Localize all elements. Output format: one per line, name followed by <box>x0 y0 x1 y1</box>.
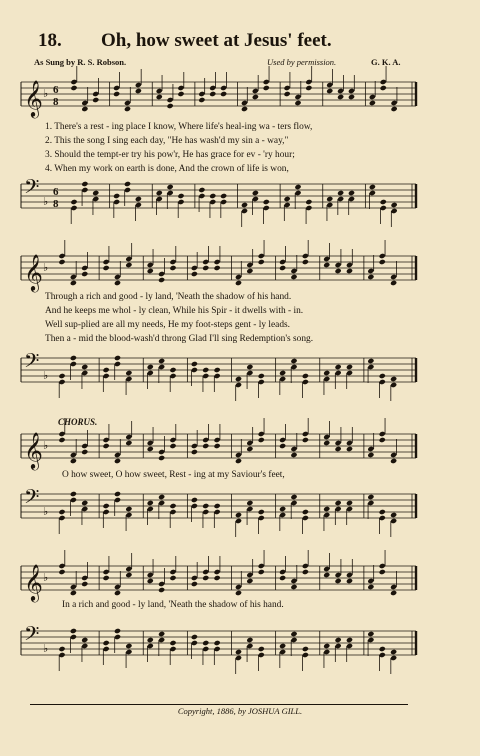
note-head <box>124 181 131 187</box>
flat-icon: ♭ <box>43 370 49 382</box>
note-head <box>367 452 374 458</box>
note-head <box>103 367 110 373</box>
flat-icon: ♭ <box>43 262 49 274</box>
note-head <box>290 584 297 590</box>
note-head <box>302 259 309 265</box>
note-head <box>167 103 174 109</box>
note-head <box>124 106 131 112</box>
note-head <box>290 494 297 500</box>
note-head <box>379 646 386 652</box>
note-head <box>290 274 297 280</box>
note-head <box>263 85 270 91</box>
flat-icon: ♭ <box>43 506 49 518</box>
note-head <box>294 184 301 190</box>
note-head <box>323 572 330 578</box>
note-head <box>379 259 386 265</box>
treble-clef-icon: 𝄞 <box>24 563 43 601</box>
note-head <box>214 575 221 581</box>
note-head <box>235 280 242 286</box>
verse-4-line-1: 4. When my work on earth is done, And the crown of life is won, <box>45 164 289 174</box>
note-head <box>158 631 165 637</box>
bass-clef-icon: 𝄢 <box>24 622 40 650</box>
note-head <box>169 575 176 581</box>
verse-1-line-1: 1. There's a rest - ing place I know, Where life's heal-ing wa - ters flow, <box>45 122 313 132</box>
verse-2-line-2: And he keeps me whol - ly clean, While his Spir - it dwells with - in. <box>45 306 304 316</box>
note-head <box>302 509 309 515</box>
note-head <box>81 364 88 370</box>
treble-staff-4 <box>0 560 480 600</box>
note-head <box>323 262 330 268</box>
note-head <box>70 590 77 596</box>
note-head <box>284 196 291 202</box>
note-head <box>346 364 353 370</box>
note-head <box>214 443 221 449</box>
note-head <box>147 578 154 584</box>
note-head <box>198 187 205 193</box>
sung-by-credit: As Sung by R. S. Robson. <box>34 57 127 67</box>
note-head <box>70 280 77 286</box>
note-head <box>246 268 253 274</box>
note-head <box>113 91 120 97</box>
note-head <box>279 643 286 649</box>
note-head <box>103 575 110 581</box>
note-head <box>113 193 120 199</box>
note-head <box>323 370 330 376</box>
bass-staff-2 <box>0 349 480 392</box>
note-head <box>169 503 176 509</box>
note-head <box>252 94 259 100</box>
note-head <box>346 637 353 643</box>
note-head <box>125 440 132 446</box>
note-head <box>367 274 374 280</box>
note-head <box>58 509 65 515</box>
note-head <box>125 506 132 512</box>
note-head <box>258 509 265 515</box>
treble-staff-1 <box>0 76 480 116</box>
note-head <box>103 443 110 449</box>
note-head <box>335 578 342 584</box>
note-head <box>169 265 176 271</box>
note-head <box>258 373 265 379</box>
note-head <box>323 643 330 649</box>
note-head <box>114 355 121 361</box>
note-head <box>177 91 184 97</box>
note-head <box>335 364 342 370</box>
note-head <box>246 364 253 370</box>
note-head <box>147 268 154 274</box>
note-head <box>335 637 342 643</box>
note-head <box>335 268 342 274</box>
note-head <box>81 500 88 506</box>
note-head <box>367 584 374 590</box>
note-head <box>202 575 209 581</box>
note-head <box>302 646 309 652</box>
note-head <box>209 91 216 97</box>
chorus-label: CHORUS. <box>58 417 98 427</box>
note-head <box>379 437 386 443</box>
note-head <box>323 440 330 446</box>
note-head <box>246 637 253 643</box>
note-head <box>348 94 355 100</box>
flat-icon: ♭ <box>43 196 49 208</box>
time-signature-bottom: 8 <box>53 96 59 108</box>
note-head <box>391 106 398 112</box>
note-head <box>367 358 374 364</box>
note-head <box>235 649 242 655</box>
note-head <box>147 364 154 370</box>
note-head <box>380 85 387 91</box>
note-head <box>114 628 121 634</box>
note-head <box>220 193 227 199</box>
note-head <box>70 85 77 91</box>
note-head <box>214 503 221 509</box>
note-head <box>58 373 65 379</box>
note-head <box>235 376 242 382</box>
note-head <box>169 640 176 646</box>
note-head <box>81 106 88 112</box>
treble-clef-icon: 𝄞 <box>24 79 43 117</box>
note-head <box>367 631 374 637</box>
note-head <box>58 646 65 652</box>
note-head <box>246 446 253 452</box>
note-head <box>81 581 88 587</box>
note-head <box>258 259 265 265</box>
note-head <box>125 370 132 376</box>
note-head <box>337 94 344 100</box>
verse-3-line-1: 3. Should the tempt-er try his pow'r, He has grace for ev - 'ry hour; <box>45 150 295 160</box>
note-head <box>147 500 154 506</box>
flat-icon: ♭ <box>43 88 49 100</box>
note-head <box>70 491 77 497</box>
treble-clef-icon: 𝄞 <box>24 253 43 291</box>
note-head <box>391 202 398 208</box>
note-head <box>337 190 344 196</box>
note-head <box>390 458 397 464</box>
note-head <box>114 280 121 286</box>
note-head <box>235 512 242 518</box>
note-head <box>70 355 77 361</box>
note-head <box>323 506 330 512</box>
note-head <box>114 491 121 497</box>
time-signature-top: 6 <box>53 84 59 96</box>
note-head <box>158 587 165 593</box>
note-head <box>335 446 342 452</box>
note-head <box>191 361 198 367</box>
treble-staff-3 <box>0 428 480 468</box>
note-head <box>191 497 198 503</box>
note-head <box>92 97 99 103</box>
note-head <box>346 578 353 584</box>
note-head <box>135 196 142 202</box>
note-head <box>369 184 376 190</box>
note-head <box>191 449 198 455</box>
note-head <box>158 358 165 364</box>
note-head <box>191 271 198 277</box>
bass-clef-icon: 𝄢 <box>24 349 40 377</box>
note-head <box>81 181 88 187</box>
note-head <box>58 437 65 443</box>
bass-staff-1 <box>0 175 480 218</box>
permission-note: Used by permission. <box>267 57 337 67</box>
note-head <box>125 572 132 578</box>
note-head <box>367 494 374 500</box>
note-head <box>302 437 309 443</box>
note-head <box>169 443 176 449</box>
note-head <box>241 202 248 208</box>
note-head <box>302 569 309 575</box>
note-head <box>202 265 209 271</box>
treble-clef-icon: 𝄞 <box>24 431 43 469</box>
time-signature-top: 6 <box>53 186 59 198</box>
note-head <box>147 637 154 643</box>
note-head <box>263 199 270 205</box>
note-head <box>70 458 77 464</box>
note-head <box>158 277 165 283</box>
note-head <box>326 196 333 202</box>
note-head <box>198 97 205 103</box>
note-head <box>209 193 216 199</box>
verse-1-line-2: Through a rich and good - ly land, 'Neath the shadow of his hand. <box>45 292 292 302</box>
note-head <box>103 265 110 271</box>
note-head <box>156 190 163 196</box>
copyright-line: Copyright, 1886, by JOSHUA GILL. <box>177 706 303 716</box>
note-head <box>70 199 77 205</box>
note-head <box>114 590 121 596</box>
treble-staff-2 <box>0 250 480 290</box>
note-head <box>70 628 77 634</box>
author-initials: G. K. A. <box>371 57 401 67</box>
note-head <box>156 94 163 100</box>
note-head <box>103 640 110 646</box>
note-head <box>169 367 176 373</box>
note-head <box>252 190 259 196</box>
note-head <box>346 268 353 274</box>
note-head <box>167 184 174 190</box>
bass-staff-4 <box>0 622 480 665</box>
flat-icon: ♭ <box>43 440 49 452</box>
note-head <box>379 373 386 379</box>
note-head <box>235 590 242 596</box>
note-head <box>114 458 121 464</box>
note-head <box>214 640 221 646</box>
note-head <box>390 376 397 382</box>
footer-rule <box>30 704 408 705</box>
verse-3-line-2: Well sup-plied are all my needs, He my foot-steps gent - ly leads. <box>45 320 291 330</box>
note-head <box>290 631 297 637</box>
note-head <box>369 100 376 106</box>
note-head <box>390 512 397 518</box>
note-head <box>246 500 253 506</box>
note-head <box>158 494 165 500</box>
note-head <box>202 503 209 509</box>
note-head <box>214 265 221 271</box>
note-head <box>202 443 209 449</box>
note-head <box>202 367 209 373</box>
note-head <box>191 581 198 587</box>
note-head <box>81 449 88 455</box>
note-head <box>58 259 65 265</box>
note-head <box>390 649 397 655</box>
note-head <box>81 637 88 643</box>
note-head <box>81 271 88 277</box>
note-head <box>326 88 333 94</box>
note-head <box>335 500 342 506</box>
note-head <box>214 367 221 373</box>
note-head <box>220 91 227 97</box>
note-head <box>290 358 297 364</box>
note-head <box>302 373 309 379</box>
bass-staff-3 <box>0 485 480 528</box>
note-head <box>258 437 265 443</box>
note-head <box>58 569 65 575</box>
flat-icon: ♭ <box>43 643 49 655</box>
bass-clef-icon: 𝄢 <box>24 485 40 513</box>
note-head <box>177 193 184 199</box>
note-head <box>147 446 154 452</box>
note-head <box>103 503 110 509</box>
chorus-lyric-2: In a rich and good - ly land, 'Neath the shadow of his hand. <box>62 600 284 610</box>
note-head <box>279 370 286 376</box>
note-head <box>379 509 386 515</box>
note-head <box>135 88 142 94</box>
note-head <box>125 262 132 268</box>
note-head <box>290 452 297 458</box>
note-head <box>279 575 286 581</box>
note-head <box>92 190 99 196</box>
note-head <box>125 643 132 649</box>
note-head <box>258 569 265 575</box>
note-head <box>258 646 265 652</box>
time-signature-bottom: 8 <box>53 198 59 210</box>
note-head <box>241 106 248 112</box>
hymn-number: 18. <box>38 30 62 51</box>
verse-4-line-2: Then a - mid the blood-wash'd throng Glad I'll sing Redemption's song. <box>45 334 314 344</box>
note-head <box>305 199 312 205</box>
note-head <box>279 443 286 449</box>
flat-icon: ♭ <box>43 572 49 584</box>
note-head <box>380 199 387 205</box>
note-head <box>158 455 165 461</box>
hymn-title: Oh, how sweet at Jesus' feet. <box>101 30 332 51</box>
note-head <box>246 578 253 584</box>
note-head <box>294 100 301 106</box>
note-head <box>202 640 209 646</box>
note-head <box>346 446 353 452</box>
note-head <box>284 91 291 97</box>
verse-2-line-1: 2. This the song I sing each day, "He has wash'd my sin a - way," <box>45 136 289 146</box>
note-head <box>279 265 286 271</box>
note-head <box>390 280 397 286</box>
note-head <box>348 190 355 196</box>
note-head <box>235 458 242 464</box>
note-head <box>279 506 286 512</box>
note-head <box>191 634 198 640</box>
note-head <box>346 500 353 506</box>
note-head <box>379 569 386 575</box>
chorus-lyric-1: O how sweet, O how sweet, Rest - ing at my Saviour's feet, <box>62 470 285 480</box>
note-head <box>305 85 312 91</box>
note-head <box>390 590 397 596</box>
bass-clef-icon: 𝄢 <box>24 175 40 203</box>
